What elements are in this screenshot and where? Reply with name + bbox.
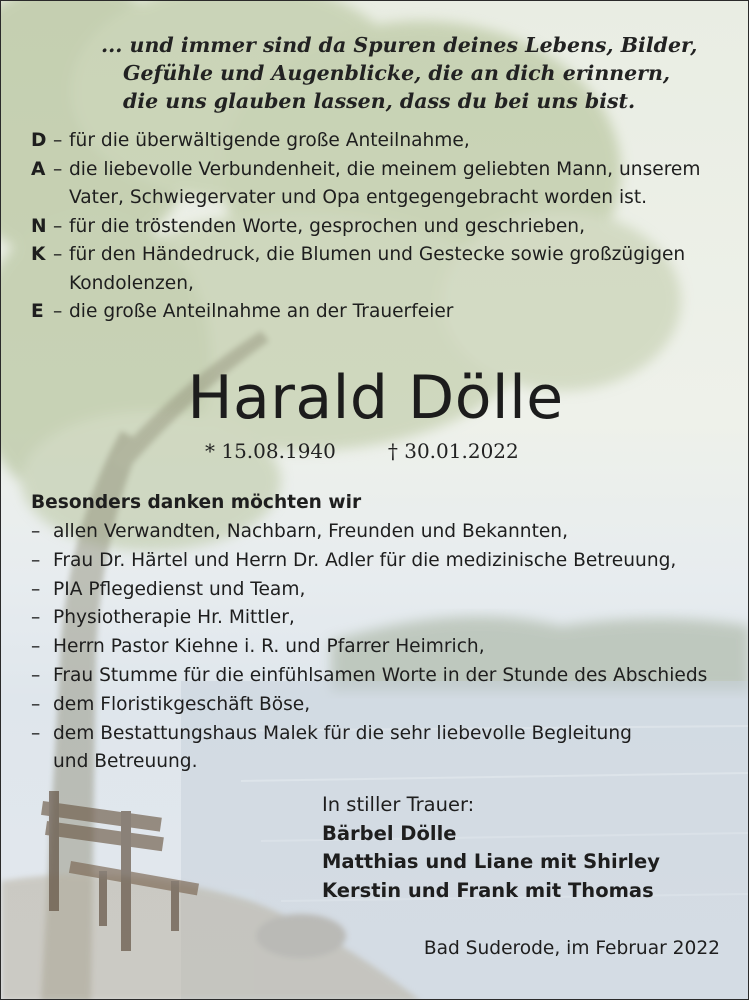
- thanks-heading: Besonders danken möchten wir: [31, 492, 362, 513]
- dash: –: [31, 521, 41, 542]
- dank-line: Kondolenzen,: [69, 272, 194, 294]
- dash: –: [31, 722, 41, 744]
- list-item: [31, 604, 731, 633]
- dank-text: [69, 241, 731, 298]
- mourners-block: [322, 791, 742, 905]
- list-item: [31, 518, 731, 547]
- dank-acrostic: [31, 127, 731, 327]
- quote-line: ... und immer sind da Spuren deines Lebens, Bilder,: [101, 33, 698, 57]
- dank-text: [69, 127, 731, 156]
- dank-line: die große Anteilnahme an der Trauerfeier: [69, 301, 454, 322]
- dank-text: [69, 213, 731, 242]
- dash: –: [31, 664, 41, 686]
- dash: –: [31, 578, 41, 600]
- dash: –: [31, 607, 41, 629]
- list-item: [31, 633, 731, 662]
- mourner-name: Kerstin und Frank mit Thomas: [322, 878, 654, 902]
- list-item-text: Frau Dr. Härtel und Herrn Dr. Adler für die medizinische Betreuung,: [53, 549, 677, 571]
- deceased-name: Harald Dölle: [187, 363, 564, 433]
- list-item: [31, 720, 731, 778]
- acrostic-letter: E: [31, 301, 44, 322]
- list-item-text: Frau Stumme für die einfühlsamen Worte in der Stunde des Abschieds: [53, 664, 708, 686]
- dank-row-k: [31, 241, 731, 298]
- list-item-text: allen Verwandten, Nachbarn, Freunden und Bekannten,: [53, 521, 569, 542]
- list-item: [31, 691, 731, 720]
- obituary-content: [1, 1, 749, 1000]
- acrostic-letter: N: [31, 215, 47, 237]
- dank-line: für die tröstenden Worte, gesprochen und geschrieben,: [69, 215, 586, 237]
- thanks-list: [31, 518, 731, 777]
- dank-text: [69, 298, 731, 327]
- death-date: † 30.01.2022: [387, 439, 519, 463]
- mourners-intro: In stiller Trauer:: [322, 793, 475, 816]
- dank-line: die liebevolle Verbundenheit, die meinem geliebten Mann, unserem: [69, 158, 701, 180]
- list-item-text: Physiotherapie Hr. Mittler,: [53, 607, 295, 629]
- acrostic-letter: D: [31, 130, 47, 151]
- dank-row-n: [31, 213, 731, 242]
- dash: –: [31, 636, 41, 658]
- memorial-quote: [101, 31, 701, 115]
- list-item: [31, 547, 731, 576]
- mourner-name: Matthias und Liane mit Shirley: [322, 850, 660, 873]
- quote-line: die uns glauben lassen, dass du bei uns bist.: [123, 89, 636, 113]
- dash: –: [31, 549, 41, 571]
- dank-text: [69, 156, 731, 213]
- quote-line: Gefühle und Augenblicke, die an dich erinnern,: [123, 61, 671, 85]
- list-item-text: dem Floristikgeschäft Böse,: [53, 693, 311, 715]
- dash: –: [53, 130, 63, 151]
- dank-line: für den Händedruck, die Blumen und Gestecke sowie großzügigen: [69, 244, 686, 265]
- dash: –: [53, 215, 63, 237]
- list-item: [31, 576, 731, 605]
- list-item-text: und Betreuung.: [53, 751, 198, 773]
- list-item: [31, 662, 731, 691]
- dank-row-e: [31, 298, 731, 327]
- place-and-date: Bad Suderode, im Februar 2022: [423, 938, 720, 959]
- acrostic-letter: A: [31, 158, 46, 180]
- life-dates: [205, 437, 605, 465]
- dank-line: für die überwältigende große Anteilnahme,: [69, 130, 470, 151]
- dash: –: [31, 693, 41, 715]
- list-item-text: PIA Pflegedienst und Team,: [53, 578, 306, 600]
- list-item-text: Herrn Pastor Kiehne i. R. und Pfarrer Heimrich,: [53, 636, 485, 658]
- dash: –: [53, 158, 63, 180]
- dank-line: Vater, Schwiegervater und Opa entgegengebracht worden ist.: [69, 187, 648, 208]
- acrostic-letter: K: [31, 244, 46, 265]
- birth-date: * 15.08.1940: [205, 439, 336, 463]
- dash: –: [53, 244, 63, 265]
- mourner-name: Bärbel Dölle: [322, 821, 457, 845]
- dank-row-a: [31, 156, 731, 213]
- list-item-text: dem Bestattungshaus Malek für die sehr liebevolle Begleitung: [53, 722, 632, 744]
- dash: –: [53, 301, 63, 322]
- dank-row-d: [31, 127, 731, 156]
